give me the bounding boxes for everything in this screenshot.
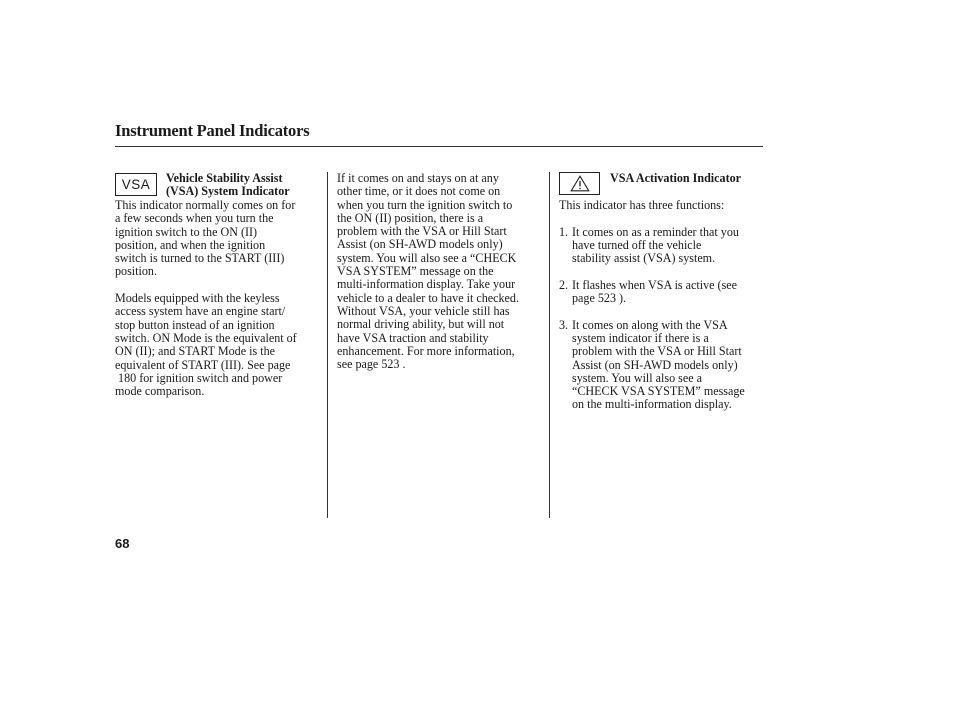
text-line: stability assist (VSA) system. [572, 251, 716, 266]
text-line: a few seconds when you turn the [115, 211, 274, 226]
page-number: 68 [115, 536, 130, 551]
vsa-activation-badge [559, 172, 600, 195]
text-line: switch is turned to the START (III) [115, 251, 285, 266]
text-line: have VSA traction and stability [337, 330, 489, 345]
page-title: Instrument Panel Indicators [115, 121, 310, 140]
text-line: system indicator if there is a [572, 330, 709, 345]
text-line: If it comes on and stays on at any [337, 171, 499, 185]
text-line: position, and when the ignition [115, 237, 266, 252]
text-line: ignition switch to the ON (II) [115, 224, 258, 239]
column-divider-right [549, 172, 550, 518]
text-line: system. You will also see a “CHECK [337, 250, 517, 265]
text-line: the ON (II) position, there is a [337, 210, 484, 225]
vsa-indicator-icon: VSA [121, 177, 151, 192]
column-divider-left [327, 172, 328, 518]
text-line: ON (II); and START Mode is the [115, 344, 275, 359]
text-line: see page 523 . [337, 357, 406, 372]
list-number: 2. [559, 277, 569, 292]
text-line: stop button instead of an ignition [115, 317, 275, 332]
text-line: This indicator has three functions: [559, 198, 725, 212]
text-line: Models equipped with the keyless [115, 291, 280, 306]
text-line: Assist (on SH-AWD models only) [337, 237, 503, 252]
text-line: page 523 ). [572, 291, 627, 306]
text-line: It flashes when VSA is active (see [572, 277, 738, 292]
text-line: “CHECK VSA SYSTEM” message [572, 384, 745, 399]
heading-line: Vehicle Stability Assist [166, 171, 283, 185]
text-line: problem with the VSA or Hill Start [337, 224, 507, 239]
text-line: Assist (on SH-AWD models only) [572, 357, 738, 372]
text-line: Without VSA, your vehicle still has [337, 303, 510, 318]
text-line: problem with the VSA or Hill Start [572, 344, 742, 359]
text-line: when you turn the ignition switch to [337, 197, 513, 212]
warning-triangle-icon [570, 175, 590, 192]
text-line: multi-information display. Take your [337, 277, 516, 292]
list-number: 3. [559, 317, 569, 332]
column-2-body [337, 172, 549, 371]
list-item [559, 226, 763, 266]
text-line: 180 for ignition switch and power [115, 370, 283, 385]
column-3-body [559, 199, 763, 412]
vsa-activation-heading: VSA Activation Indicator [610, 171, 742, 185]
vsa-indicator-badge [115, 173, 157, 196]
text-line: equivalent of START (III). See page [115, 357, 291, 372]
vsa-system-heading [166, 172, 290, 199]
text-line: VSA SYSTEM” message on the [337, 264, 494, 279]
text-line: It comes on along with the VSA [572, 317, 728, 332]
column-1-body [115, 199, 327, 398]
list-number: 1. [559, 224, 569, 239]
text-line: enhancement. For more information, [337, 343, 515, 358]
list-item [559, 319, 763, 412]
text-line: vehicle to a dealer to have it checked. [337, 290, 519, 305]
list-item [559, 279, 763, 306]
text-line: position. [115, 264, 157, 279]
text-line: access system have an engine start/ [115, 304, 286, 319]
text-line: system. You will also see a [572, 370, 703, 385]
text-line: have turned off the vehicle [572, 237, 702, 252]
text-line: This indicator normally comes on for [115, 198, 296, 212]
text-line: on the multi-information display. [572, 397, 732, 412]
text-line: It comes on as a reminder that you [572, 224, 739, 239]
heading-line: (VSA) System Indicator [166, 184, 290, 199]
text-line: mode comparison. [115, 384, 205, 399]
text-line: other time, or it does not come on [337, 184, 501, 199]
text-line: switch. ON Mode is the equivalent of [115, 330, 297, 345]
title-rule [115, 146, 763, 147]
text-line: normal driving ability, but will not [337, 317, 505, 332]
